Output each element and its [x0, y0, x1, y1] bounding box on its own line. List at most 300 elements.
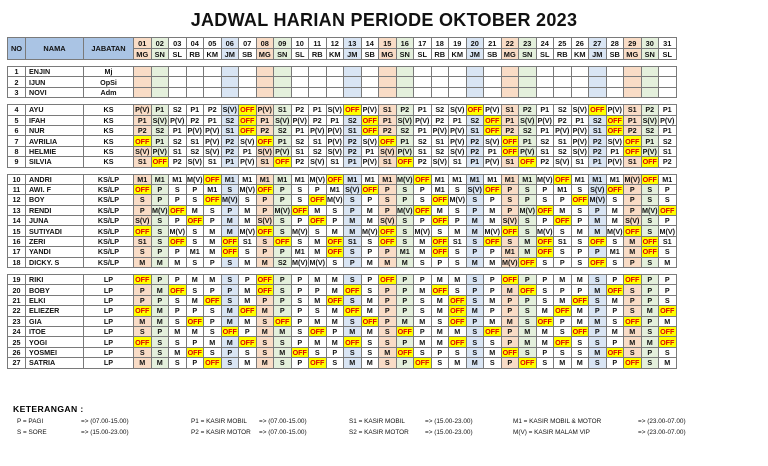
shift-cell: S [396, 236, 414, 246]
shift-cell: S1 [449, 157, 467, 167]
shift-cell: M [151, 316, 169, 326]
shift-cell: M(V) [221, 195, 238, 205]
shift-cell: P(V) [170, 115, 185, 125]
shift-cell: S [134, 326, 152, 336]
shift-cell: S [151, 216, 169, 226]
shift-cell: P1 [536, 105, 554, 115]
date-header: 04 [186, 38, 204, 49]
shift-cell: P [291, 285, 309, 295]
date-header: 31 [659, 38, 677, 49]
shift-cell: P [449, 216, 467, 226]
employee-name: ANDRI [26, 174, 84, 184]
shift-cell: S(V) [327, 105, 342, 115]
shift-cell: P(V) [292, 115, 307, 125]
shift-cell: M1 [379, 174, 397, 184]
employee-no: 6 [8, 125, 26, 135]
shift-cell: M [431, 295, 449, 305]
employee-position: KS/LP [84, 216, 134, 226]
employee-no: 26 [8, 347, 26, 357]
shift-cell: S [431, 316, 449, 326]
shift-cell: P [151, 326, 169, 336]
shift-cell: S [589, 337, 607, 347]
shift-cell: M1 [396, 247, 414, 257]
shift-cell: S [431, 226, 449, 236]
employee-position: LP [84, 337, 134, 347]
employee-name: YOGI [26, 337, 84, 347]
shift-cell: S(V) [642, 115, 657, 125]
shift-cell: S [554, 326, 572, 336]
shift-cell: P [431, 257, 449, 267]
shift-cell: OFF [555, 337, 570, 347]
day-header: SB [361, 49, 379, 60]
shift-cell [466, 67, 484, 77]
shift-cell: S [659, 247, 677, 257]
legend-time: => (23.00-07.00) [638, 429, 686, 436]
shift-cell: P2 [431, 115, 449, 125]
shift-cell: M [466, 216, 484, 226]
shift-cell [326, 67, 344, 77]
shift-cell: S [449, 247, 467, 257]
shift-cell: S2 [431, 105, 449, 115]
page-title: JADWAL HARIAN PERIODE OKTOBER 2023 [190, 10, 578, 30]
shift-cell: S(V) [187, 157, 202, 167]
shift-cell: S(V) [502, 216, 517, 226]
shift-cell: P(V) [187, 126, 202, 136]
shift-cell: S [221, 275, 239, 285]
shift-cell [134, 77, 152, 87]
shift-cell: OFF [485, 237, 500, 247]
legend-title: KETERANGAN : [13, 404, 84, 414]
shift-cell: S [571, 347, 589, 357]
shift-cell: S [186, 195, 204, 205]
shift-cell: M(V) [291, 257, 308, 267]
shift-cell: P [221, 347, 239, 357]
shift-cell: S [239, 195, 257, 205]
shift-cell: M [239, 257, 257, 267]
shift-cell [239, 87, 257, 97]
employee-row [8, 115, 677, 125]
shift-cell [344, 87, 362, 97]
employee-row [8, 77, 677, 87]
shift-cell: P(V) [520, 146, 535, 156]
shift-cell: P2 [291, 105, 309, 115]
date-header: 17 [414, 38, 432, 49]
day-header: SL [291, 49, 309, 60]
shift-cell: OFF [502, 275, 517, 285]
shift-cell: OFF [432, 247, 447, 257]
shift-cell [396, 87, 414, 97]
shift-cell: S [204, 326, 222, 336]
employee-position: KS/LP [84, 257, 134, 267]
shift-cell: M [344, 326, 362, 336]
shift-cell: S2 [659, 136, 677, 146]
employee-name: RENDI [26, 205, 84, 215]
shift-cell [624, 87, 642, 97]
shift-cell: OFF [537, 247, 552, 257]
shift-cell [659, 77, 677, 87]
shift-cell: P(V) [485, 105, 500, 115]
shift-cell: OFF [502, 226, 517, 236]
shift-cell: P [624, 205, 642, 215]
shift-cell: OFF [572, 296, 587, 305]
legend [13, 404, 761, 462]
shift-cell: M [169, 347, 187, 357]
shift-cell: M [449, 226, 467, 236]
employee-name: ELKI [26, 295, 84, 305]
employee-row [8, 125, 677, 135]
shift-cell: M [571, 226, 589, 236]
shift-cell: S [256, 347, 274, 357]
shift-cell: P [274, 247, 292, 257]
shift-cell: S [624, 306, 642, 316]
day-header: JM [589, 49, 607, 60]
shift-cell [256, 77, 274, 87]
shift-cell: M(V) [396, 174, 413, 184]
shift-cell: P [519, 295, 537, 305]
shift-cell: S [641, 226, 659, 236]
legend-code: P1 = KASIR MOBIL [191, 418, 247, 425]
shift-cell: S [396, 184, 414, 194]
shift-cell [536, 87, 554, 97]
shift-cell: P [169, 247, 187, 257]
day-header: SN [274, 49, 292, 60]
employee-no: 15 [8, 226, 26, 236]
shift-cell: S [204, 347, 222, 357]
shift-cell: OFF [240, 337, 255, 347]
shift-cell: S1 [221, 125, 239, 135]
shift-cell [274, 77, 292, 87]
date-header: 27 [589, 38, 607, 49]
shift-cell: S1 [344, 125, 362, 135]
shift-cell: M [256, 257, 274, 267]
shift-cell: M [186, 295, 204, 305]
shift-cell: S [396, 216, 414, 226]
shift-cell: P(V) [327, 136, 342, 146]
shift-cell: S(V) [327, 146, 342, 156]
employee-position: KS [84, 105, 134, 115]
shift-cell: M(V) [361, 226, 378, 236]
shift-cell: OFF [642, 157, 657, 167]
shift-cell: S(V) [205, 146, 220, 156]
shift-cell: P [659, 184, 677, 194]
shift-cell: M1 [134, 174, 152, 184]
shift-cell: P [501, 358, 519, 368]
shift-cell: M1 [221, 174, 239, 184]
shift-cell: S [641, 326, 659, 336]
shift-cell: P [641, 295, 659, 305]
shift-cell: S [186, 257, 204, 267]
date-header: 22 [501, 38, 519, 49]
employee-no: 14 [8, 216, 26, 226]
shift-cell [221, 87, 239, 97]
shift-cell: OFF [450, 306, 465, 316]
shift-cell: S [151, 236, 169, 246]
shift-cell: M [239, 316, 257, 326]
shift-cell: OFF [310, 358, 325, 368]
shift-cell: S1 [449, 236, 467, 246]
shift-cell: S [414, 347, 432, 357]
shift-cell: OFF [485, 185, 500, 195]
header-no: NO [8, 38, 26, 60]
shift-cell: OFF [362, 316, 377, 326]
shift-cell: P1 [501, 115, 519, 125]
shift-cell: M1 [554, 184, 572, 194]
shift-cell: OFF [537, 316, 552, 326]
shift-cell: S [606, 257, 624, 267]
shift-cell: P [466, 316, 484, 326]
shift-cell: P [291, 316, 309, 326]
shift-cell: M [449, 326, 467, 336]
shift-cell: S(V) [397, 115, 412, 125]
shift-cell: P [274, 306, 292, 316]
shift-cell: OFF [485, 327, 500, 337]
shift-cell: OFF [397, 327, 412, 337]
shift-cell: OFF [642, 237, 657, 247]
shift-cell: OFF [222, 247, 237, 257]
shift-cell: P [589, 205, 607, 215]
shift-cell: P [169, 216, 187, 226]
shift-cell: OFF [432, 195, 447, 205]
employee-no: 18 [8, 257, 26, 267]
shift-cell [606, 87, 624, 97]
shift-cell: P [239, 275, 257, 285]
shift-cell: OFF [135, 185, 150, 195]
shift-cell: S [361, 285, 379, 295]
shift-cell: S [449, 205, 467, 215]
shift-cell: M [274, 347, 292, 357]
shift-cell: M(V) [536, 226, 553, 236]
shift-cell: P [501, 337, 519, 347]
shift-cell: OFF [222, 327, 237, 337]
day-header: KM [449, 49, 467, 60]
shift-cell: P(V) [642, 146, 657, 156]
shift-cell: S1 [466, 125, 484, 135]
legend-time: => (07.00-15.00) [259, 418, 307, 425]
shift-cell: M [484, 257, 502, 267]
shift-cell: P2 [221, 146, 239, 156]
shift-cell: P [344, 257, 362, 267]
shift-cell: M1 [449, 174, 467, 184]
shift-cell: M [571, 358, 589, 368]
shift-cell: P [256, 247, 274, 257]
shift-cell: P(V) [450, 136, 465, 146]
shift-cell: M(V) [589, 195, 606, 205]
shift-cell: S(V) [222, 105, 237, 115]
shift-cell: P2 [589, 146, 607, 156]
shift-cell: OFF [222, 237, 237, 247]
day-header: SB [239, 49, 257, 60]
shift-cell: S2 [274, 125, 292, 135]
shift-cell: S1 [554, 136, 572, 146]
shift-cell: P [151, 275, 169, 285]
shift-cell: M [239, 205, 257, 215]
shift-cell: P1 [589, 157, 607, 167]
shift-cell [571, 67, 589, 77]
employee-position: KS/LP [84, 226, 134, 236]
day-header: KM [326, 49, 344, 60]
shift-cell: OFF [310, 327, 325, 337]
employee-position: KS/LP [84, 205, 134, 215]
shift-cell: S [519, 306, 537, 316]
shift-cell [484, 67, 502, 77]
shift-cell: S [326, 257, 344, 267]
shift-cell: OFF [362, 115, 377, 125]
shift-cell: S [204, 306, 222, 316]
shift-cell: S [536, 195, 554, 205]
shift-cell: P [379, 316, 397, 326]
shift-cell: M(V) [449, 195, 466, 205]
shift-cell: S [449, 184, 467, 194]
shift-cell [449, 67, 467, 77]
shift-cell [641, 67, 659, 77]
shift-cell: P2 [169, 157, 187, 167]
shift-cell: M [221, 226, 239, 236]
shift-cell: M [659, 257, 677, 267]
shift-cell: M [151, 306, 169, 316]
day-header: SN [396, 49, 414, 60]
shift-cell: M [484, 295, 502, 305]
employee-row [8, 347, 677, 357]
shift-cell: OFF [257, 285, 272, 295]
employee-position: Adm [84, 87, 134, 97]
shift-cell: M [606, 216, 624, 226]
shift-cell: S [589, 358, 607, 368]
legend-time: => (07.00-15.00) [259, 429, 307, 436]
legend-code: M(V) = KASIR MALAM VIP [513, 429, 590, 436]
employee-no: 12 [8, 195, 26, 205]
shift-cell: P [466, 205, 484, 215]
day-header: KM [204, 49, 222, 60]
day-header: JM [466, 49, 484, 60]
shift-cell: P1 [606, 146, 624, 156]
shift-cell: OFF [240, 126, 255, 136]
employee-no: 7 [8, 136, 26, 146]
shift-cell: M [519, 236, 537, 246]
shift-cell: P1 [274, 136, 292, 146]
shift-cell: M [396, 316, 414, 326]
shift-cell: OFF [187, 316, 202, 326]
shift-cell: P1 [256, 115, 274, 125]
shift-cell: M(V) [641, 205, 658, 215]
legend-time: => (15.00-23.00) [81, 429, 129, 436]
date-header: 11 [309, 38, 327, 49]
employee-position: KS [84, 157, 134, 167]
shift-cell: M(V) [186, 174, 203, 184]
shift-cell: OFF [450, 296, 465, 305]
shift-cell: M(V) [309, 257, 326, 267]
employee-name: SATRIA [26, 358, 84, 368]
shift-cell: P [379, 295, 397, 305]
shift-cell [151, 67, 169, 77]
shift-cell: P1 [151, 136, 169, 146]
shift-cell: M [309, 337, 327, 347]
shift-cell [309, 87, 327, 97]
shift-cell: OFF [572, 195, 587, 205]
shift-cell: S2 [466, 115, 484, 125]
shift-cell: M [169, 257, 187, 267]
shift-cell: S [536, 285, 554, 295]
shift-cell: M [309, 295, 327, 305]
day-header: JM [221, 49, 239, 60]
shift-cell: OFF [520, 257, 535, 267]
shift-cell: M [484, 205, 502, 215]
date-header: 23 [519, 38, 537, 49]
shift-cell: P [134, 205, 152, 215]
shift-cell: S(V) [572, 146, 587, 156]
shift-cell: P [414, 326, 432, 336]
shift-cell: P(V) [205, 136, 220, 146]
shift-cell: OFF [502, 146, 517, 156]
employee-row [8, 337, 677, 347]
shift-cell: M1 [659, 174, 677, 184]
employee-row [8, 105, 677, 115]
shift-cell: OFF [205, 174, 220, 184]
shift-cell: P1 [396, 136, 414, 146]
shift-cell: P1 [379, 115, 397, 125]
shift-cell: OFF [467, 105, 482, 115]
shift-cell: S1 [134, 236, 152, 246]
shift-cell: M [326, 306, 344, 316]
shift-cell: S(V) [362, 136, 377, 146]
shift-cell: P [309, 184, 327, 194]
shift-cell: OFF [275, 157, 290, 167]
shift-cell: OFF [380, 275, 395, 285]
shift-cell: P1 [449, 115, 467, 125]
shift-cell: M [536, 306, 554, 316]
shift-cell: S [571, 236, 589, 246]
date-header: 12 [326, 38, 344, 49]
shift-cell: P [361, 195, 379, 205]
shift-cell: M [624, 326, 642, 336]
shift-cell: OFF [327, 296, 342, 305]
date-header: 30 [641, 38, 659, 49]
shift-cell: M1 [501, 174, 519, 184]
shift-cell: S(V) [135, 216, 150, 226]
shift-cell: M [466, 306, 484, 316]
schedule-sheet [7, 37, 677, 369]
employee-name: NOVI [26, 87, 84, 97]
shift-cell: OFF [607, 126, 622, 136]
shift-cell: P(V) [327, 126, 342, 136]
employee-row [8, 326, 677, 336]
shift-cell: P [186, 358, 204, 368]
shift-cell: P [484, 247, 502, 257]
employee-name: AWI. F [26, 184, 84, 194]
shift-cell: S [396, 226, 414, 236]
shift-cell [414, 77, 432, 87]
shift-cell: OFF [642, 174, 657, 184]
date-header: 10 [291, 38, 309, 49]
shift-cell: P(V) [572, 136, 587, 146]
legend-code: S2 = KASIR MOTOR [349, 429, 409, 436]
shift-cell: P [274, 184, 292, 194]
shift-cell: S [256, 316, 274, 326]
shift-cell: P2 [536, 157, 554, 167]
shift-cell: M(V) [396, 205, 413, 215]
legend-code: S1 = KASIR MOBIL [349, 418, 405, 425]
shift-cell [589, 67, 607, 77]
shift-cell [659, 67, 677, 77]
shift-cell [239, 67, 257, 77]
shift-cell: M1 [291, 247, 309, 257]
shift-cell: S [414, 306, 432, 316]
shift-cell: P [484, 275, 502, 285]
shift-cell: P [396, 337, 414, 347]
employee-row [8, 226, 677, 236]
shift-cell [571, 87, 589, 97]
shift-cell: P [484, 195, 502, 205]
shift-cell: P2 [641, 105, 659, 115]
